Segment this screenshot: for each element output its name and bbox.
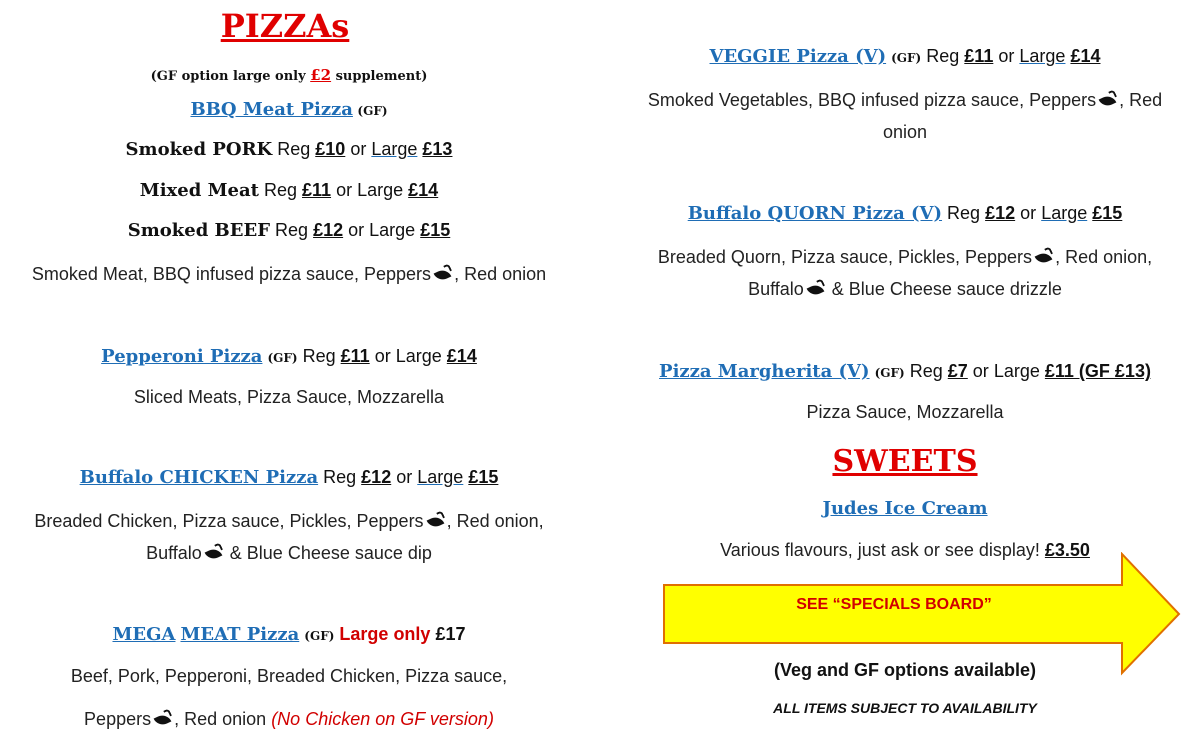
margherita-description: Pizza Sauce, Mozzarella bbox=[806, 402, 1004, 422]
large-price: £15 bbox=[420, 220, 451, 240]
ice-cream-description: Various flavours, just ask or see display! £3.50 bbox=[720, 540, 1090, 560]
bbq-description: Smoked Meat, BBQ infused pizza sauce, Peppers , Red onion bbox=[31, 264, 547, 284]
large-only-label: Large only bbox=[339, 624, 431, 644]
pizza-margherita-name: Pizza Margherita (V) bbox=[659, 361, 870, 382]
sweets-title: SWEETS bbox=[832, 444, 978, 479]
large-price: £14 bbox=[1070, 46, 1101, 66]
reg-price: £12 bbox=[361, 467, 392, 487]
buffalo-chicken-heading: Buffalo CHICKEN Pizza Reg £12 or Large £15 bbox=[79, 467, 499, 488]
availability-note: ALL ITEMS SUBJECT TO AVAILABILITY bbox=[773, 700, 1037, 716]
mixed-meat-line: Mixed Meat Reg £11 or Large £14 bbox=[139, 180, 439, 201]
quorn-description-1: Breaded Quorn, Pizza sauce, Pickles, Peppers , Red onion, bbox=[657, 247, 1153, 267]
left-column bbox=[0, 4, 570, 48]
sweets-heading-wrap bbox=[620, 440, 1183, 484]
smoked-beef-line: Smoked BEEF Reg £12 or Large £15 bbox=[127, 220, 451, 241]
specials-board-label: SEE “SPECIALS BOARD” bbox=[796, 596, 992, 613]
no-chicken-note: (No Chicken on GF version) bbox=[271, 709, 494, 729]
smoked-pork-line: Smoked PORK Reg £10 or Large £13 bbox=[125, 139, 453, 160]
chili-pepper-icon bbox=[154, 713, 172, 728]
veggie-heading: VEGGIE Pizza (V) (GF) Reg £11 or Large £14 bbox=[709, 46, 1101, 67]
bbq-meat-heading bbox=[0, 99, 578, 120]
pepperoni-gf-tag: (GF) bbox=[267, 351, 298, 365]
option-name: Smoked BEEF bbox=[127, 220, 270, 241]
buffalo-chicken-description-1: Breaded Chicken, Pizza sauce, Pickles, Peppers , Red onion, bbox=[34, 511, 544, 531]
veggie-description-2: onion bbox=[882, 122, 928, 142]
veggie-description-1: Smoked Vegetables, BBQ infused pizza sauce, Peppers , Red bbox=[647, 90, 1163, 110]
chili-pepper-icon bbox=[434, 268, 452, 283]
mega-meat-description-2: Peppers , Red onion (No Chicken on GF version) bbox=[84, 709, 494, 729]
mega-meat-name-a: MEGA bbox=[112, 624, 176, 645]
judes-ice-cream-name: Judes Ice Cream bbox=[822, 498, 988, 519]
pepperoni-heading: Pepperoni Pizza (GF) Reg £11 or Large £14 bbox=[101, 346, 477, 367]
large-price: £13 bbox=[422, 139, 453, 159]
veg-gf-options-note: (Veg and GF options available) bbox=[773, 660, 1037, 680]
buffalo-chicken-pizza-name: Buffalo CHICKEN Pizza bbox=[79, 467, 319, 488]
chili-pepper-icon bbox=[806, 283, 824, 298]
pepperoni-description: Sliced Meats, Pizza Sauce, Mozzarella bbox=[133, 387, 445, 407]
veggie-pizza-name: VEGGIE Pizza (V) bbox=[709, 46, 887, 67]
quorn-description-2: Buffalo & Blue Cheese sauce drizzle bbox=[748, 279, 1062, 299]
ice-cream-price: £3.50 bbox=[1044, 540, 1090, 560]
reg-price: £11 bbox=[302, 180, 332, 200]
large-price: £14 bbox=[408, 180, 439, 200]
specials-arrow bbox=[662, 552, 1182, 676]
chili-pepper-icon bbox=[204, 547, 222, 562]
mega-meat-price: £17 bbox=[435, 624, 466, 644]
ice-cream-heading bbox=[620, 498, 1183, 519]
chili-pepper-icon bbox=[426, 515, 444, 530]
buffalo-chicken-description-2: Buffalo & Blue Cheese sauce dip bbox=[146, 543, 432, 563]
chili-pepper-icon bbox=[1035, 251, 1053, 266]
mega-meat-gf-tag: (GF) bbox=[304, 629, 335, 643]
chili-pepper-icon bbox=[1099, 94, 1117, 109]
large-price: £15 bbox=[1092, 203, 1123, 223]
option-name: Smoked PORK bbox=[125, 139, 273, 160]
buffalo-quorn-pizza-name: Buffalo QUORN Pizza (V) bbox=[687, 203, 943, 224]
margherita-gf-tag: (GF) bbox=[874, 366, 905, 380]
large-price: £11 (GF £13) bbox=[1044, 361, 1151, 381]
large-price: £14 bbox=[446, 346, 477, 366]
reg-price: £12 bbox=[313, 220, 344, 240]
mega-meat-description-1: Beef, Pork, Pepperoni, Breaded Chicken, Pizza sauce, bbox=[70, 666, 508, 686]
option-name: Mixed Meat bbox=[139, 180, 259, 201]
reg-price: £12 bbox=[985, 203, 1016, 223]
bbq-gf-tag: (GF) bbox=[357, 104, 388, 118]
mega-meat-heading bbox=[0, 624, 578, 645]
pepperoni-pizza-name: Pepperoni Pizza bbox=[101, 346, 263, 367]
reg-price: £11 bbox=[964, 46, 994, 66]
mega-meat-name-b: MEAT Pizza bbox=[180, 624, 300, 645]
large-price: £15 bbox=[468, 467, 499, 487]
pizzas-title: PIZZAs bbox=[220, 7, 350, 45]
bbq-meat-pizza-name: BBQ Meat Pizza bbox=[190, 99, 353, 120]
gf-supplement-price: £2 bbox=[310, 66, 332, 84]
reg-price: £10 bbox=[315, 139, 346, 159]
gf-supplement-note: (GF option large only £2 supplement) bbox=[150, 66, 428, 84]
reg-price: £11 bbox=[340, 346, 370, 366]
quorn-heading: Buffalo QUORN Pizza (V) Reg £12 or Large £15 bbox=[687, 203, 1123, 224]
reg-price: £7 bbox=[947, 361, 968, 381]
veggie-gf-tag: (GF) bbox=[891, 51, 922, 65]
margherita-heading: Pizza Margherita (V) (GF) Reg £7 or Large £11 (GF £13) bbox=[659, 361, 1151, 382]
